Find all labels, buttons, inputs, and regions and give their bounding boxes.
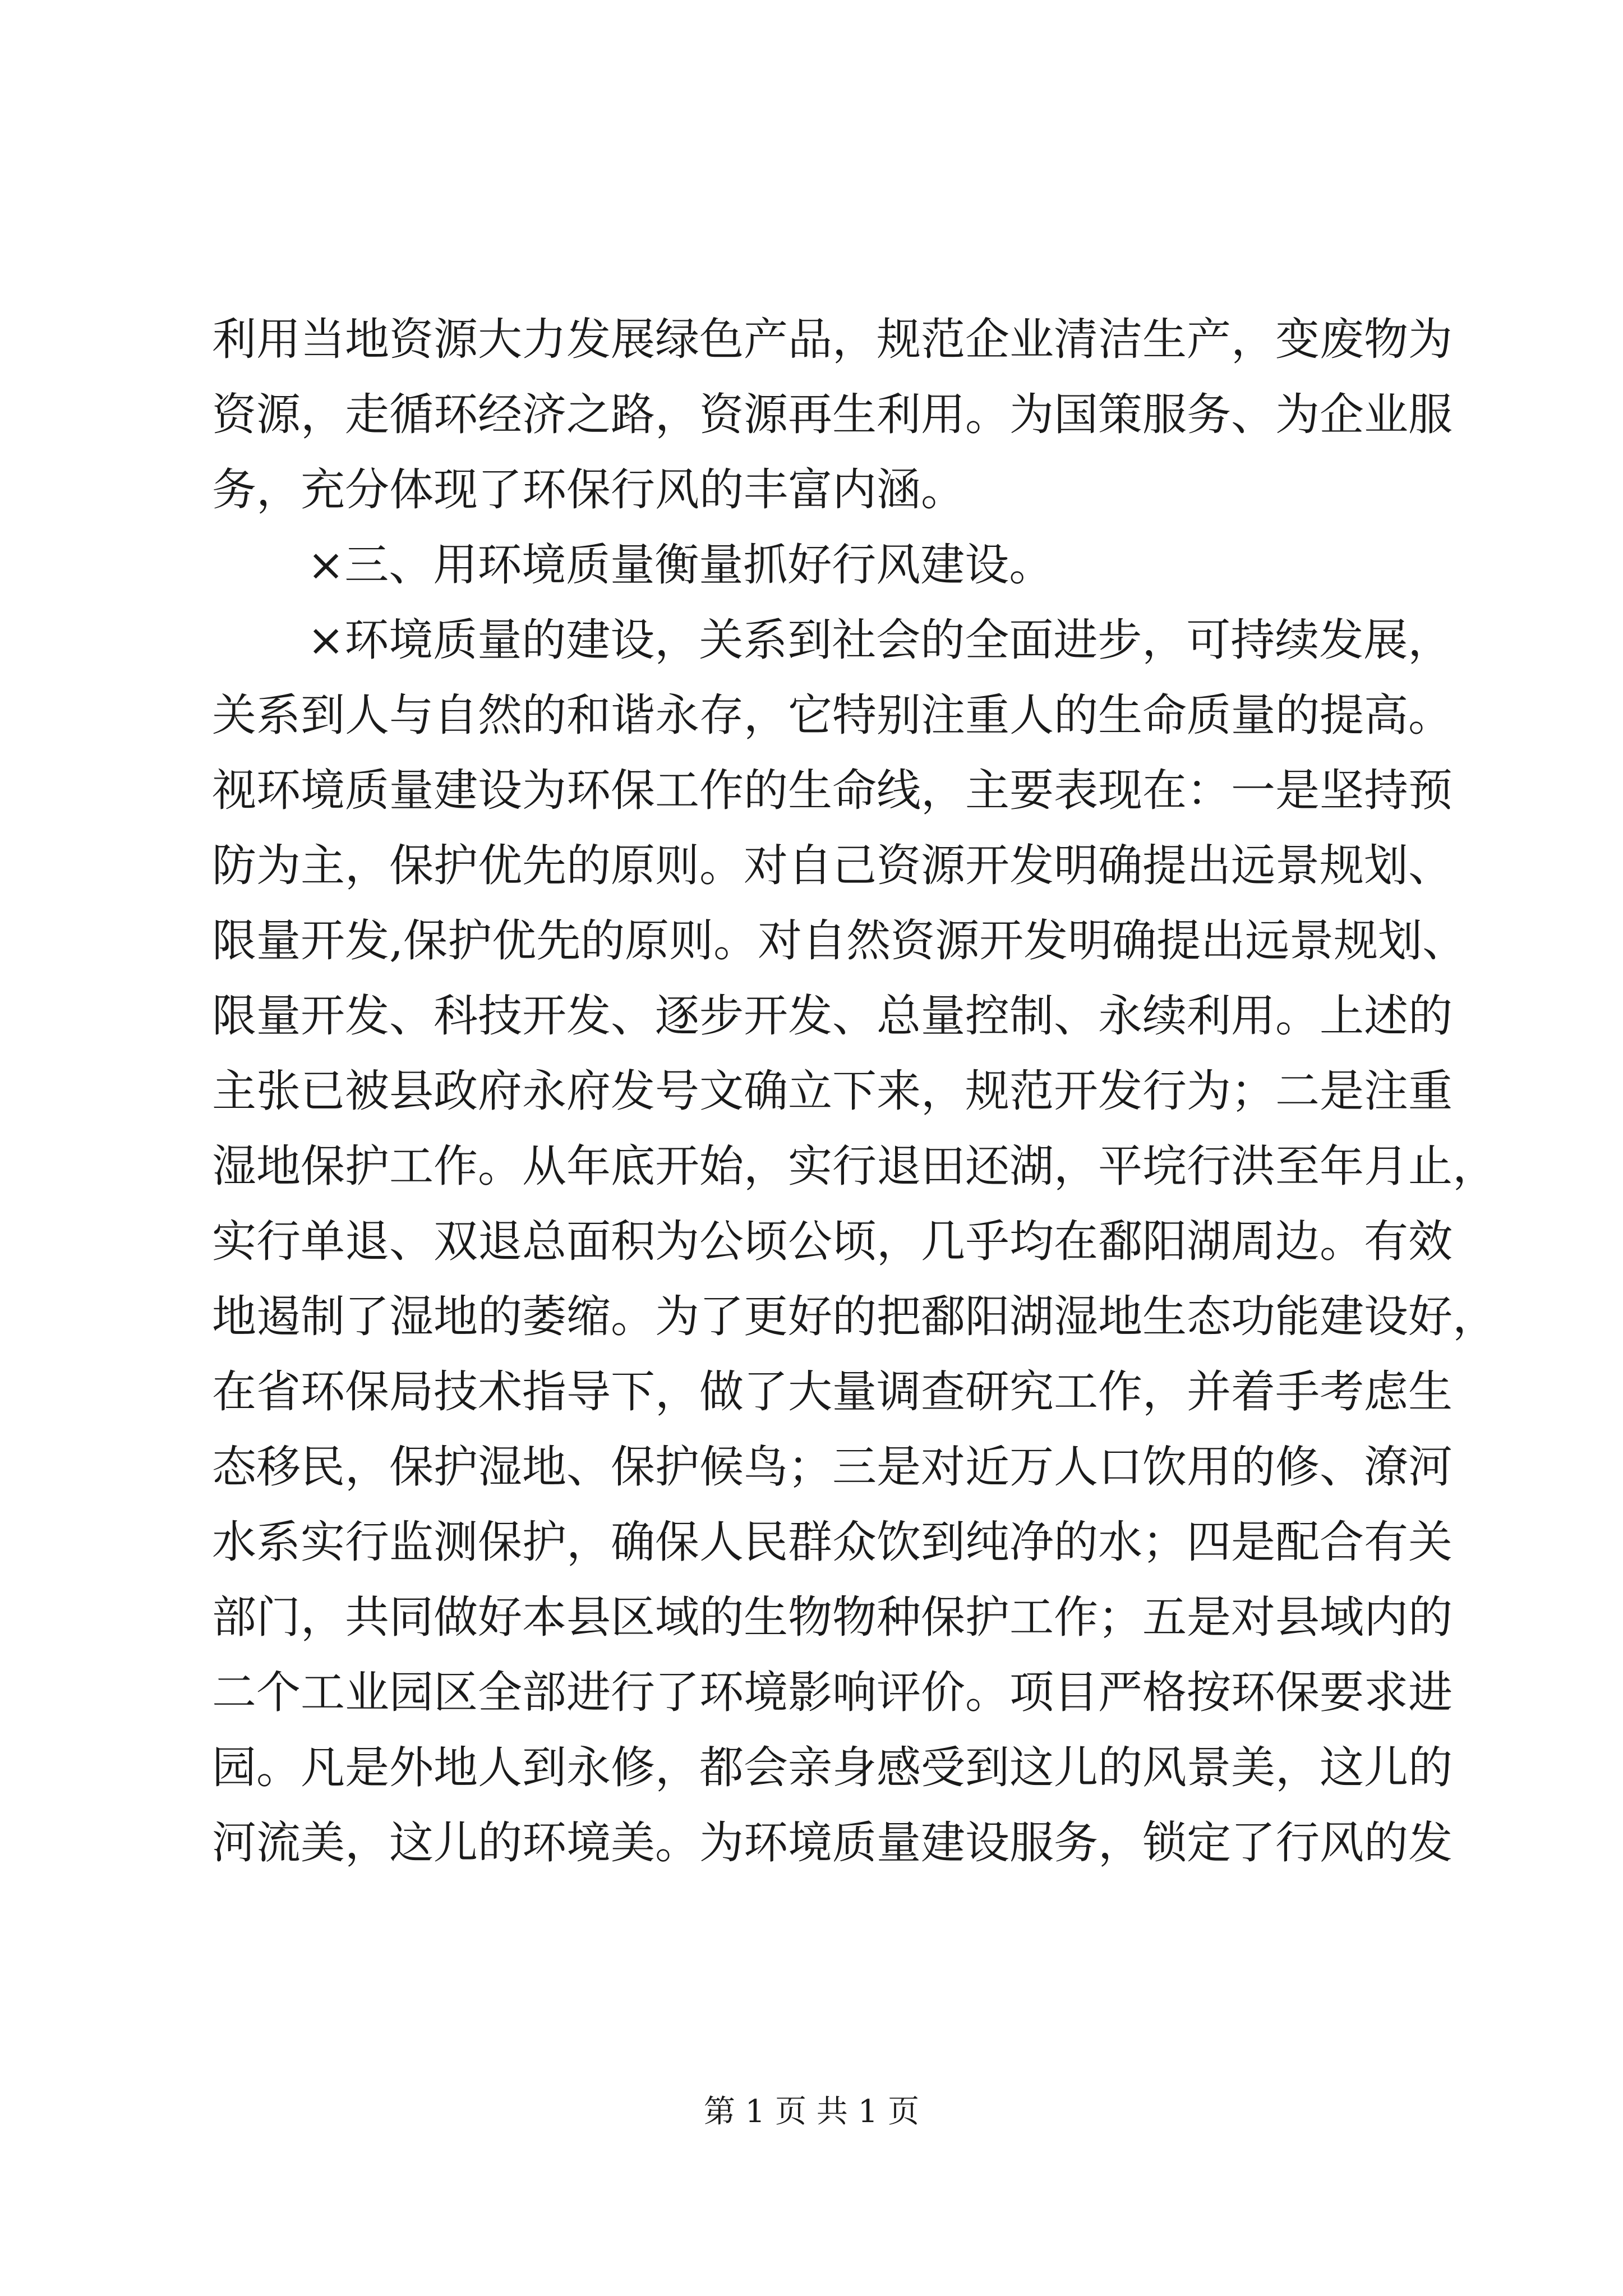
text-line: ×环境质量的建设，关系到社会的全面进步，可持续发展，: [307, 614, 1453, 666]
text-line: 水系实行监测保护，确保人民群众饮到纯净的水；四是配合有关: [212, 1516, 1453, 1568]
section-heading: ×三、用环境质量衡量抓好行风建设。: [307, 539, 1054, 591]
text-line: 地遏制了湿地的萎缩。为了更好的把鄱阳湖湿地生态功能建设好，: [212, 1291, 1497, 1342]
text-line: 湿地保护工作。从年底开始，实行退田还湖，平垸行洪至年月止，: [212, 1140, 1497, 1192]
text-line: 主张已被县政府永府发号文确立下来，规范开发行为；二是注重: [212, 1065, 1453, 1117]
text-line: 防为主，保护优先的原则。对自己资源开发明确提出远景规划、: [212, 840, 1453, 891]
text-line: 二个工业园区全部进行了环境影响评价。项目严格按环保要求进: [212, 1667, 1453, 1718]
text-line: 关系到人与自然的和谐永存，它特别注重人的生命质量的提高。: [212, 689, 1453, 741]
text-line: 河流美，这儿的环境美。为环境质量建设服务，锁定了行风的发: [212, 1817, 1453, 1869]
page-number-footer: 第 1 页 共 1 页: [703, 2093, 920, 2130]
text-line: 利用当地资源大力发展绿色产品，规范企业清洁生产，变废物为: [212, 314, 1453, 365]
text-line: 资源，走循环经济之路，资源再生利用。为国策服务、为企业服: [212, 389, 1453, 440]
text-line: 限量开发,保护优先的原则。对自然资源开发明确提出远景规划、: [212, 915, 1467, 967]
text-line: 态移民，保护湿地、保护候鸟；三是对近万人口饮用的修、潦河: [212, 1441, 1453, 1493]
text-line: 实行单退、双退总面积为公顷公顷，几乎均在鄱阳湖周边。有效: [212, 1216, 1453, 1267]
text-line: 在省环保局技术指导下，做了大量调查研究工作，并着手考虑生: [212, 1366, 1453, 1418]
text-line: 限量开发、科技开发、逐步开发、总量控制、永续利用。上述的: [212, 990, 1453, 1042]
text-line: 务，充分体现了环保行风的丰富内涵。: [212, 464, 965, 516]
text-line: 视环境质量建设为环保工作的生命线，主要表现在：一是坚持预: [212, 765, 1453, 816]
text-line: 园。凡是外地人到永修，都会亲身感受到这儿的风景美，这儿的: [212, 1742, 1453, 1793]
text-line: 部门，共同做好本县区域的生物物种保护工作；五是对县域内的: [212, 1591, 1453, 1643]
